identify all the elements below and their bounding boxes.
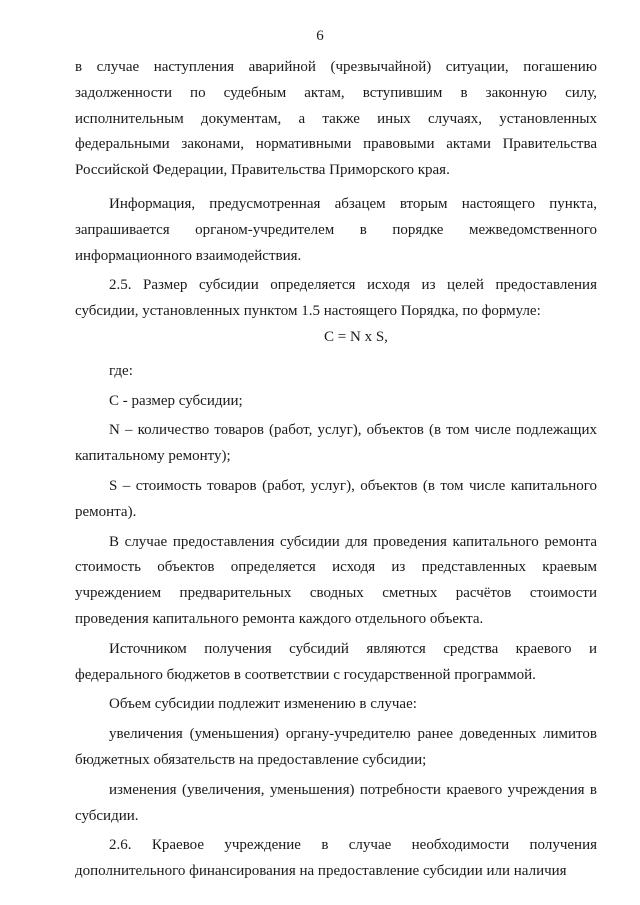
definition-n: N – количество товаров (работ, услуг), объектов (в том числе подлежащих капитальному ремонту);	[75, 422, 597, 465]
paragraph-funding-source: Источником получения субсидий являются средства краевого и федерального бюджетов в соответствии с государственной программой.	[75, 640, 597, 683]
paragraph-capital-repair: В случае предоставления субсидии для проведения капитального ремонта стоимость объектов определяется исходя из представленных краевым учреждением предварительных сводных сметных расчётов стоимости проведения капитального ремонта каждого отдельного объекта.	[75, 533, 597, 627]
paragraph-2-5: 2.5. Размер субсидии определяется исходя из целей предоставления субсидии, установленных пунктом 1.5 настоящего Порядка, по формуле:	[75, 277, 597, 320]
paragraph-2-6: 2.6. Краевое учреждение в случае необходимости получения дополнительного финансирования на предоставление субсидии или наличия	[75, 837, 597, 880]
paragraph-where: где:	[109, 362, 133, 379]
page-number: 6	[316, 28, 324, 44]
paragraph-continuation: в случае наступления аварийной (чрезвычайной) ситуации, погашению задолженности по судебным актам, вступившим в законную силу, исполнительным документам, а также иных случаях, установленных федеральными законами, нормативными правовыми актами Правительства Российской Федерации, Правительства Приморского края.	[75, 59, 597, 179]
definition-s: S – стоимость товаров (работ, услуг), объектов (в том числе капитального ремонта).	[75, 477, 597, 520]
paragraph-limits-change: увеличения (уменьшения) органу-учредителю ранее доведенных лимитов бюджетных обязательств на предоставление субсидии;	[75, 726, 597, 768]
paragraph-subsidy-change: Объем субсидии подлежит изменению в случае:	[109, 696, 417, 713]
document-body	[75, 55, 597, 885]
definition-c: C - размер субсидии;	[109, 392, 243, 409]
formula: C = N x S,	[324, 328, 388, 345]
paragraph-information: Информация, предусмотренная абзацем вторым настоящего пункта, запрашивается органом-учредителем в порядке межведомственного информационного взаимодействия.	[75, 195, 597, 264]
paragraph-needs-change: изменения (увеличения, уменьшения) потребности краевого учреждения в субсидии.	[75, 781, 597, 824]
